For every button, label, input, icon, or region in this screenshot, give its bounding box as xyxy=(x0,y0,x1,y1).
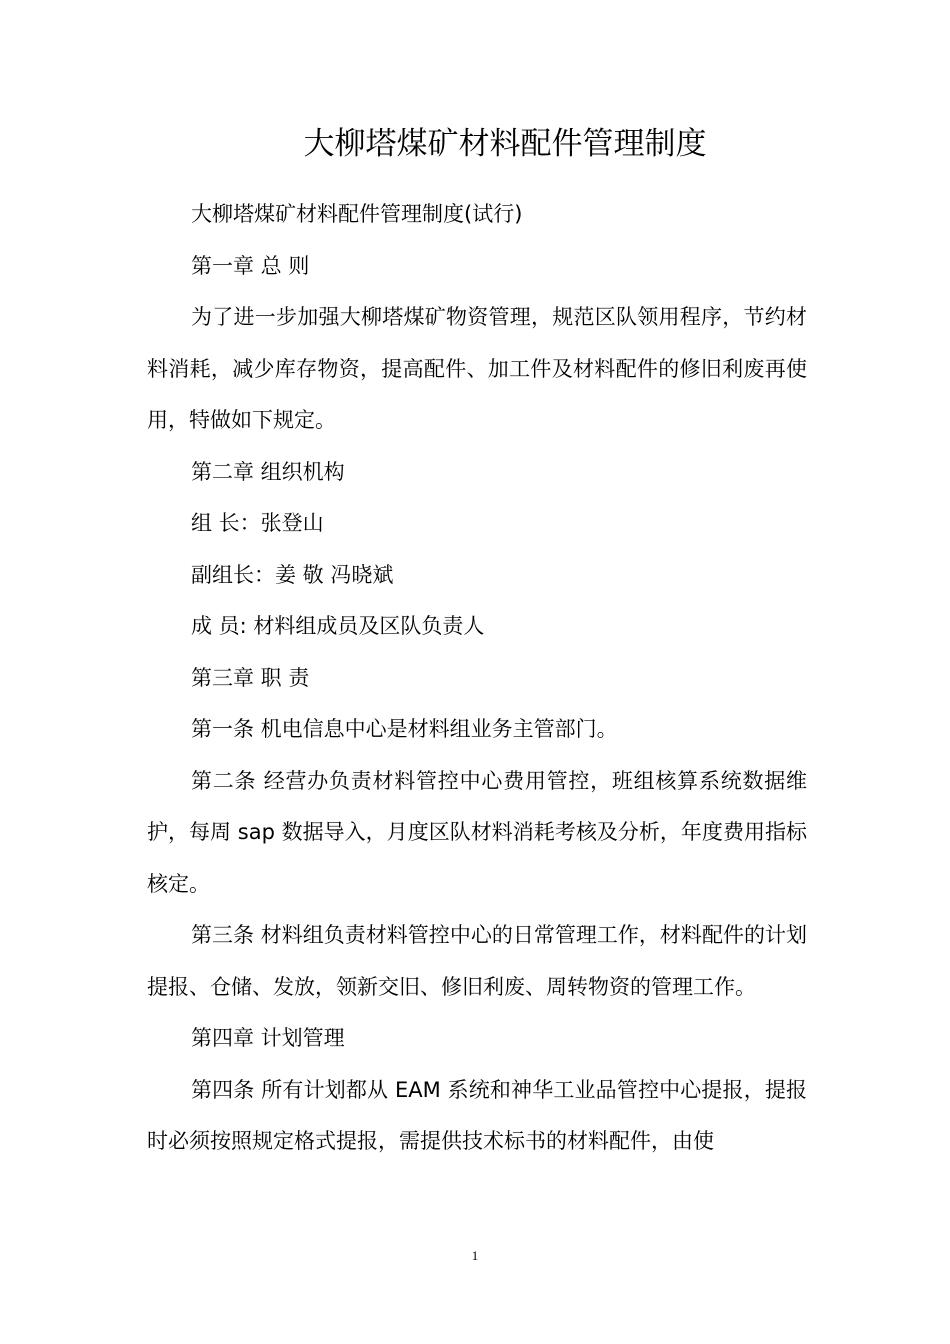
paragraph-subtitle: 大柳塔煤矿材料配件管理制度(试行) xyxy=(191,202,523,226)
chapter-1-heading: 第一章 总 则 xyxy=(191,253,310,278)
chapter-3-heading: 第三章 职 责 xyxy=(191,665,310,690)
page-number: 1 xyxy=(471,1248,479,1263)
document-title: 大柳塔煤矿材料配件管理制度 xyxy=(303,126,707,162)
chapter-2-heading: 第二章 组织机构 xyxy=(191,459,345,484)
document-body xyxy=(147,189,807,1168)
paragraph-purpose: 为了进一步加强大柳塔煤矿物资管理，规范区队领用程序，节约材料消耗，减少库存物资，提高配件、加工件及材料配件的修旧利废再使用，特做如下规定。 xyxy=(147,305,807,432)
paragraph-members: 成 员: 材料组成员及区队负责人 xyxy=(191,614,485,638)
article-2: 第二条 经营办负责材料管控中心费用管控，班组核算系统数据维护，每周 sap 数据导入，月度区队材料消耗考核及分析，年度费用指标核定。 xyxy=(147,768,807,896)
paragraph-group-leader: 组 长：张登山 xyxy=(191,511,324,535)
chapter-4-heading: 第四章 计划管理 xyxy=(191,1026,345,1050)
article-4: 第四条 所有计划都从 EAM 系统和神华工业品管控中心提报，提报时必须按照规定格式提报，需提供技术标书的材料配件，由使 xyxy=(147,1077,807,1153)
article-3: 第三条 材料组负责材料管控中心的日常管理工作，材料配件的计划提报、仓储、发放，领新交旧、修旧利废、周转物资的管理工作。 xyxy=(147,923,807,999)
paragraph-deputy-leader: 副组长：姜 敬 冯晓斌 xyxy=(191,562,394,587)
article-1: 第一条 机电信息中心是材料组业务主管部门。 xyxy=(191,717,618,741)
